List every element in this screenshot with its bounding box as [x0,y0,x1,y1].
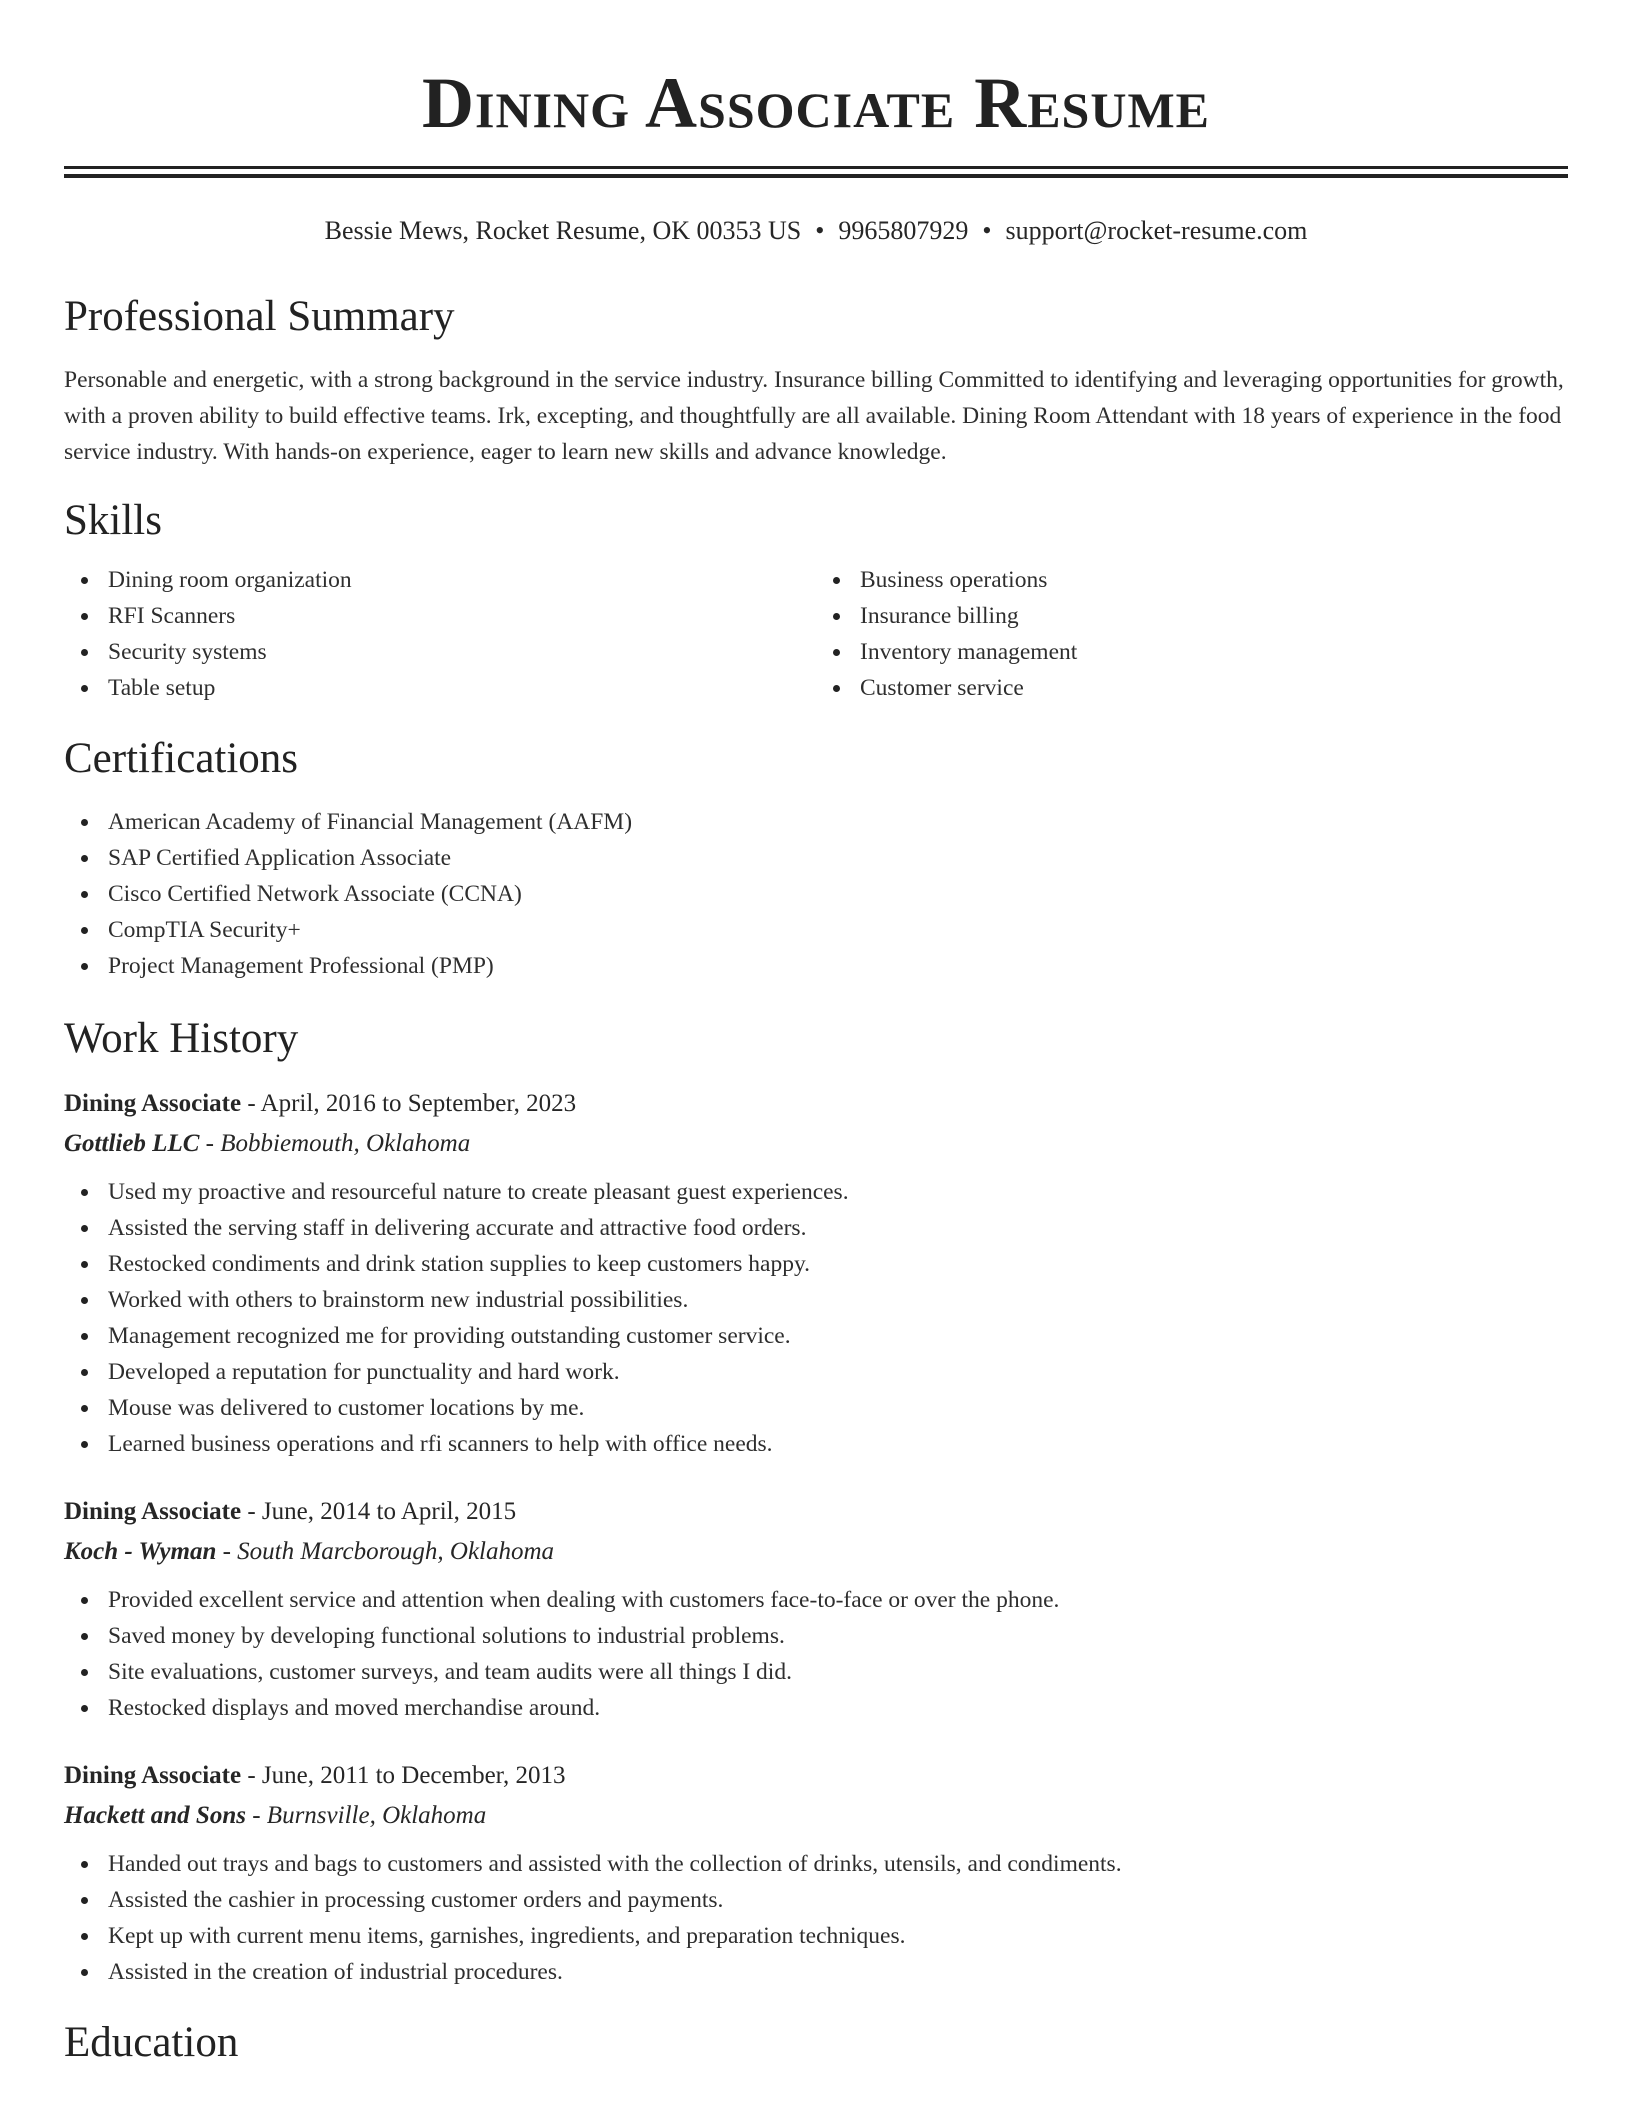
job-dates: - June, 2011 to December, 2013 [241,1762,566,1789]
title-divider [64,166,1568,178]
resume-title: Dining Associate Resume [421,63,1211,143]
job-entry [64,1756,1568,1990]
summary-text: Personable and energetic, with a strong background in the service industry. Insurance billing Committed to identifying and leveraging opportunities for growth, with a proven ability to build effective teams. Irk, excepting, and thoughtfully are all available. Dining Room Attendant with 18 years of experience in the food service industry. With hands-on experience, eager to learn new skills and advance knowledge. [64,367,1564,465]
contact-separator: • [815,216,825,245]
job-title: Dining Associate [64,1498,242,1525]
job-location: - Burnsville, Oklahoma [245,1802,487,1829]
education-heading: Education [64,2019,239,2066]
job-title-line [64,1756,1568,1796]
certification-item: American Academy of Financial Management (AAFM) [108,804,1568,840]
job-duties-list [64,1174,1568,1462]
job-duty: Saved money by developing functional solutions to industrial problems. [108,1618,1568,1654]
certification-item: SAP Certified Application Associate [108,840,1568,876]
resume-page [64,0,1568,2068]
skill-item: Inventory management [860,634,1568,670]
contact-address: Bessie Mews, Rocket Resume, OK 00353 US [324,216,802,245]
job-company-line [64,1532,1568,1572]
job-duty: Management recognized me for providing outstanding customer service. [108,1318,1568,1354]
job-company: Gottlieb LLC [64,1130,200,1157]
job-duty: Developed a reputation for punctuality and hard work. [108,1354,1568,1390]
summary-heading: Professional Summary [64,293,455,340]
job-duty: Used my proactive and resourceful nature to create pleasant guest experiences. [108,1174,1568,1210]
skill-item: Security systems [108,634,816,670]
job-duty: Assisted the serving staff in delivering accurate and attractive food orders. [108,1210,1568,1246]
job-company: Koch - Wyman [64,1538,217,1565]
job-duty: Learned business operations and rfi scanners to help with office needs. [108,1426,1568,1462]
contact-email[interactable]: support@rocket-resume.com [1005,216,1308,245]
skill-item: Table setup [108,670,816,706]
skill-item: Business operations [860,562,1568,598]
job-title-line [64,1084,1568,1124]
job-entry [64,1084,1568,1462]
job-duty: Mouse was delivered to customer locations by me. [108,1390,1568,1426]
contact-line [64,214,1568,248]
certification-item: Cisco Certified Network Associate (CCNA) [108,876,1568,912]
job-location: - South Marcborough, Oklahoma [216,1538,555,1565]
skill-item: Customer service [860,670,1568,706]
certifications-list [64,804,1568,984]
job-duty: Handed out trays and bags to customers and assisted with the collection of drinks, utensils, and condiments. [108,1846,1568,1882]
job-dates: - April, 2016 to September, 2023 [241,1090,577,1117]
skills-columns [64,562,1568,706]
job-duty: Site evaluations, customer surveys, and team audits were all things I did. [108,1654,1568,1690]
job-company: Hackett and Sons [64,1802,246,1829]
job-entry [64,1492,1568,1726]
job-duty: Restocked displays and moved merchandise around. [108,1690,1568,1726]
certification-item: CompTIA Security+ [108,912,1568,948]
skill-item: RFI Scanners [108,598,816,634]
skills-heading: Skills [64,497,162,544]
job-title-line [64,1492,1568,1532]
skill-item: Dining room organization [108,562,816,598]
job-location: - Bobbiemouth, Oklahoma [199,1130,471,1157]
job-duty: Restocked condiments and drink station supplies to keep customers happy. [108,1246,1568,1282]
job-duty: Assisted the cashier in processing customer orders and payments. [108,1882,1568,1918]
contact-separator: • [982,216,992,245]
work-history-heading: Work History [64,1015,299,1062]
job-company-line [64,1124,1568,1164]
job-duty: Kept up with current menu items, garnishes, ingredients, and preparation techniques. [108,1918,1568,1954]
job-duty: Assisted in the creation of industrial procedures. [108,1954,1568,1990]
job-company-line [64,1796,1568,1836]
job-duty: Worked with others to brainstorm new industrial possibilities. [108,1282,1568,1318]
job-title: Dining Associate [64,1090,242,1117]
skills-left-list [64,562,816,706]
job-duties-list [64,1846,1568,1990]
contact-phone: 9965807929 [838,216,969,245]
job-duties-list [64,1582,1568,1726]
job-dates: - June, 2014 to April, 2015 [241,1498,517,1525]
job-duty: Provided excellent service and attention when dealing with customers face-to-face or over the phone. [108,1582,1568,1618]
certifications-heading: Certifications [64,735,299,782]
skill-item: Insurance billing [860,598,1568,634]
skills-right-list [816,562,1568,706]
job-title: Dining Associate [64,1762,242,1789]
certification-item: Project Management Professional (PMP) [108,948,1568,984]
